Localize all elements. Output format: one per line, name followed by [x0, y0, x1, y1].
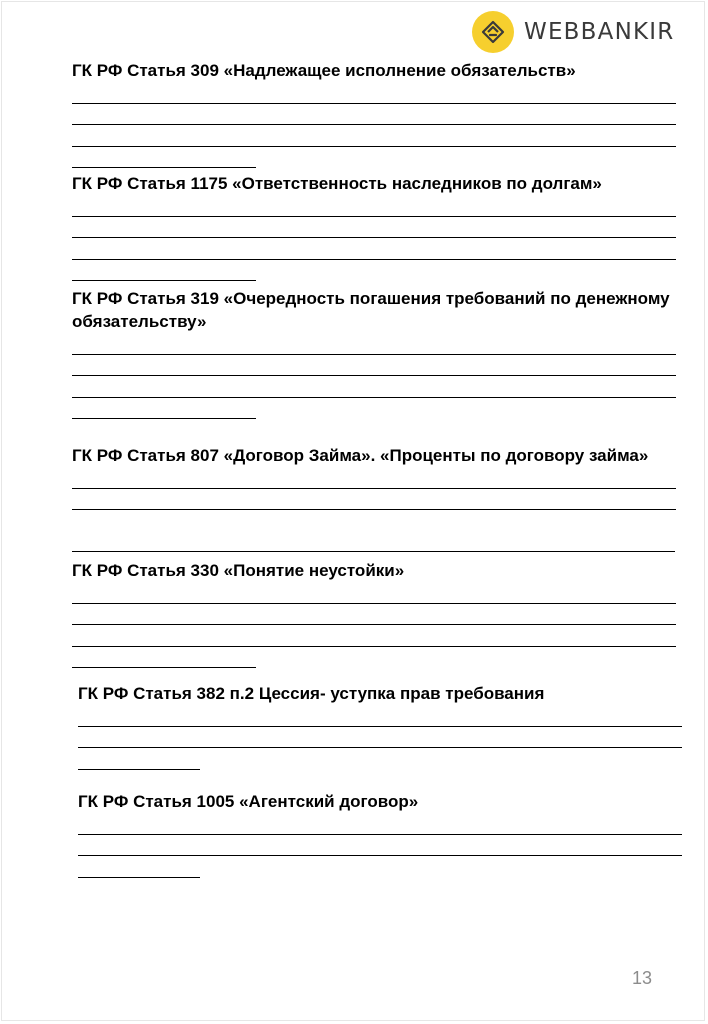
answer-line [72, 167, 256, 168]
page-number: 13 [631, 968, 652, 988]
answer-line [78, 834, 682, 835]
answer-line [72, 488, 676, 489]
logo-mark [472, 11, 514, 53]
answer-line [72, 667, 256, 668]
section-article-807 [72, 444, 676, 510]
answer-line [72, 603, 676, 604]
answer-line [72, 216, 676, 217]
answer-line [72, 624, 676, 625]
section-article-319 [72, 287, 676, 419]
section-article-309 [72, 59, 676, 168]
answer-line [72, 103, 676, 104]
answer-line [78, 769, 200, 770]
answer-line [72, 397, 676, 398]
logo-text: WEBBANKIR [524, 19, 675, 45]
answer-line [72, 646, 676, 647]
answer-line [72, 375, 676, 376]
section-article-330 [72, 559, 676, 668]
section-heading: ГК РФ Статья 1175 «Ответственность наследников по долгам» [72, 174, 602, 193]
answer-line [72, 418, 256, 419]
answer-line [72, 259, 676, 260]
answer-line [78, 877, 200, 878]
logo [472, 10, 674, 54]
section-heading: ГК РФ Статья 319 «Очередность погашения требований по денежному обязательству» [72, 289, 670, 331]
section-article-1175 [72, 172, 676, 281]
strike-line [72, 551, 675, 552]
section-article-1005 [78, 790, 682, 878]
section-heading: ГК РФ Статья 382 п.2 Цессия- уступка прав требования [78, 684, 545, 703]
answer-line [78, 855, 682, 856]
section-article-382 [78, 682, 682, 770]
section-heading: ГК РФ Статья 1005 «Агентский договор» [78, 792, 419, 811]
answer-line [72, 509, 676, 510]
section-heading: ГК РФ Статья 330 «Понятие неустойки» [72, 561, 405, 580]
answer-line [72, 146, 676, 147]
answer-line [72, 124, 676, 125]
answer-line [72, 237, 676, 238]
answer-line [72, 280, 256, 281]
answer-line [78, 726, 682, 727]
diamond-hand-icon [480, 19, 506, 45]
answer-line [78, 747, 682, 748]
section-heading: ГК РФ Статья 807 «Договор Займа». «Проценты по договору займа» [72, 446, 649, 465]
section-heading: ГК РФ Статья 309 «Надлежащее исполнение обязательств» [72, 61, 576, 80]
answer-line [72, 354, 676, 355]
